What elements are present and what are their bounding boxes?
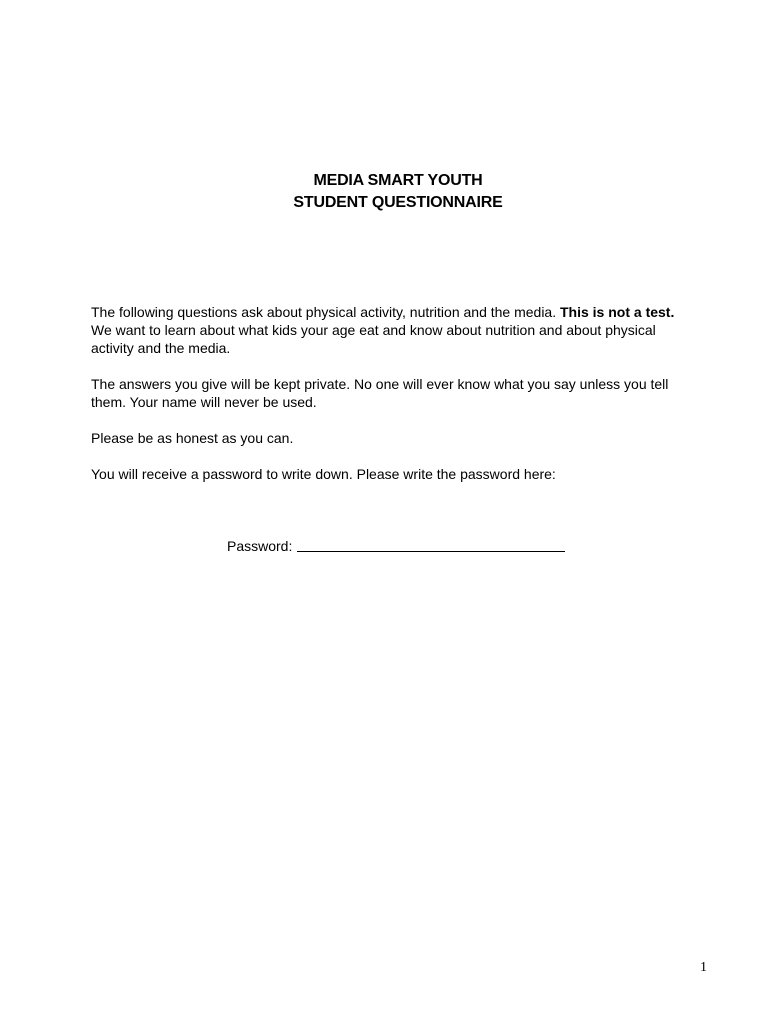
document-title [0,170,770,214]
password-label: Password: [227,538,293,554]
password-blank[interactable] [297,537,565,552]
intro-paragraph [91,303,695,357]
privacy-paragraph: The answers you give will be kept private. No one will ever know what you say unless you tell them. Your name will never be used. [91,376,669,410]
title-line-1: MEDIA SMART YOUTH [313,172,483,189]
password-instruction: You will receive a password to write down. Please write the password here: [91,466,556,482]
page-number: 1 [700,960,707,975]
password-row [227,536,565,555]
intro-bold-text: This is not a test. [560,304,675,320]
intro-text-a: The following questions ask about physical activity, nutrition and the media. [91,304,560,320]
intro-text-b: We want to learn about what kids your age eat and know about nutrition and about physical activity and the media. [91,322,656,356]
honesty-paragraph: Please be as honest as you can. [91,430,294,446]
title-line-2: STUDENT QUESTIONNAIRE [293,194,503,211]
